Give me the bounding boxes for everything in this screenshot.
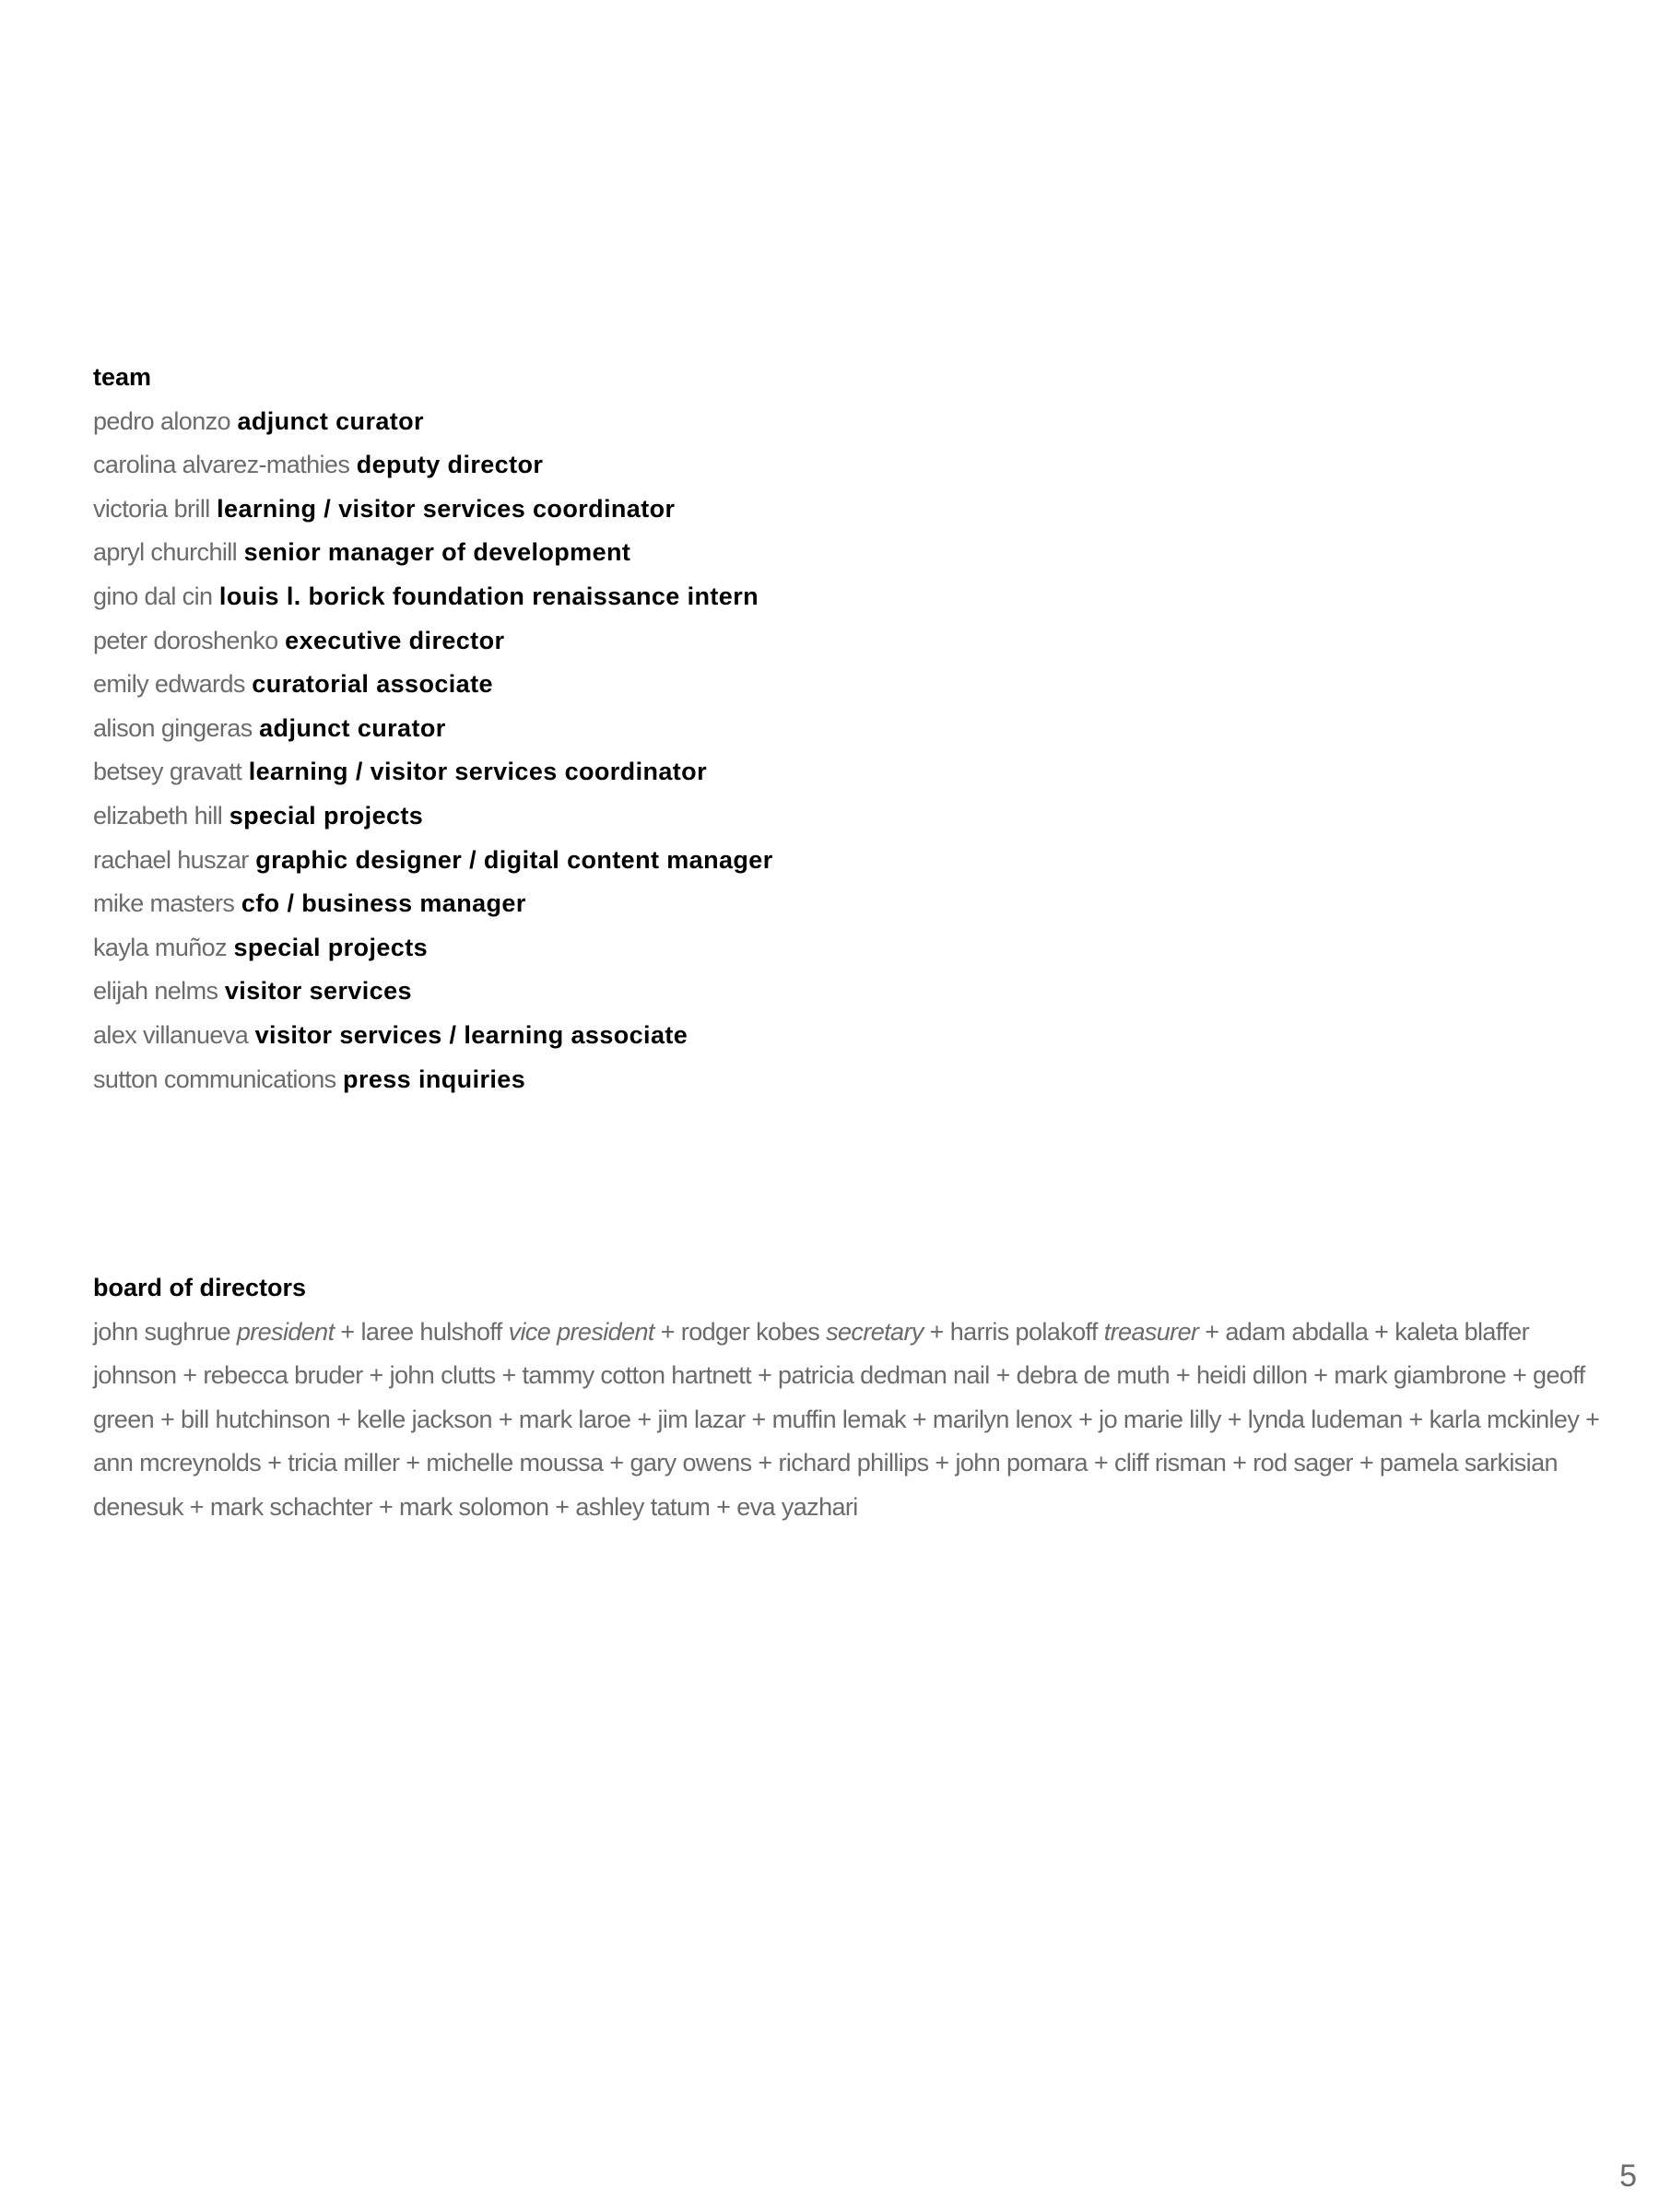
board-member-name: cliff risman [1113,1449,1227,1477]
board-member-name: tricia miller [288,1449,400,1477]
team-member-name: elijah nelms [93,977,218,1006]
team-member-row [93,926,1015,971]
team-member-role: special projects [233,933,428,961]
team-member-row [93,400,1015,444]
team-member-role: graphic designer / digital content manager [255,845,773,874]
team-member-row [93,750,1015,794]
team-member-name: apryl churchill [93,538,238,567]
team-member-row [93,619,1015,664]
board-heading: board of directors [93,1274,307,1301]
board-member-name: john clutts [389,1361,496,1390]
board-member-name: patricia dedman nail [778,1361,990,1390]
team-member-name: carolina alvarez-mathies [93,451,350,479]
board-member-name: ashley tatum [575,1492,711,1521]
board-member-name: pamela sarkisian denesuk [93,1449,1558,1521]
board-member-list: john sughrue president + laree hulshoff vice president + rodger kobes secretary + harris polakoff treasurer + adam abdalla + kaleta blaffer johnson + rebecca bruder + john clutts + tammy cotton hartnett + patricia dedman nail + debra de muth + heidi dillon + mark giambrone + geoff green + bill hutchinson + kelle jackson + mark laroe + jim lazar + muffin lemak + marilyn lenox + jo marie lilly + lynda ludeman + karla mckinley + ann mcreynolds + tricia miller + michelle moussa + gary owens + richard phillips + john pomara + cliff risman + rod sager + pamela sarkisian denesuk + mark schachter + mark solomon + ashley tatum + eva yazhari [93,1317,1600,1521]
team-member-role: special projects [229,801,424,830]
team-member-name: gino dal cin [93,582,213,610]
team-member-name: victoria brill [93,494,210,523]
team-list [93,400,1015,1102]
board-member-name: debra de muth [1016,1361,1170,1390]
board-officer-title: president [236,1317,335,1346]
team-member-name: alex villanueva [93,1020,249,1049]
team-member-row [93,1014,1015,1058]
board-member-name: rebecca bruder [203,1361,363,1390]
team-member-row [93,1058,1015,1102]
team-member-role: curatorial associate [252,670,493,699]
board-member-name: mark giambrone [1334,1361,1507,1390]
board-member-name: mark schachter [209,1492,373,1521]
board-member-name: michelle moussa [426,1449,604,1477]
team-member-name: emily edwards [93,670,245,699]
team-member-name: pedro alonzo [93,406,230,435]
team-member-row [93,575,1015,619]
board-member-name: heidi dillon [1195,1361,1308,1390]
team-member-name: kayla muñoz [93,933,227,961]
board-member-name: kaleta blaffer johnson [93,1317,1529,1390]
board-member-name: kelle jackson [357,1405,492,1433]
team-member-name: rachael huszar [93,845,249,874]
team-member-name: betsey gravatt [93,758,242,786]
board-member-name: lynda ludeman [1247,1405,1403,1433]
board-member-name: muffin lemak [771,1405,906,1433]
board-member-name: karla mckinley [1429,1405,1580,1433]
team-member-name: sutton communications [93,1065,336,1093]
board-member-name: ann mcreynolds [93,1449,262,1477]
team-member-role: visitor services / learning associate [254,1020,688,1049]
team-member-role: louis l. borick foundation renaissance intern [218,582,759,610]
board-member-name: richard phillips [778,1449,929,1477]
board-officer-name: rodger kobes [680,1317,820,1346]
board-member-name: eva yazhari [736,1492,858,1521]
team-member-role: press inquiries [343,1065,526,1093]
board-member-name: gary owens [629,1449,752,1477]
team-member-row [93,970,1015,1014]
team-member-row [93,839,1015,883]
team-member-name: alison gingeras [93,713,253,742]
team-member-role: deputy director [356,451,544,479]
board-member-name: adam abdalla [1225,1317,1369,1346]
board-member-name: jim lazar [657,1405,746,1433]
team-member-name: elizabeth hill [93,801,223,830]
team-member-role: adjunct curator [237,406,424,435]
board-officer-name: harris polakoff [949,1317,1098,1346]
team-member-row [93,794,1015,839]
board-section [93,1266,1605,1530]
team-section [93,356,1015,1101]
team-heading: team [93,363,152,391]
board-member-name: tammy cotton hartnett [522,1361,752,1390]
page-number: 5 [1619,2159,1637,2194]
board-member-name: rod sager [1253,1449,1353,1477]
team-member-role: learning / visitor services coordinator [217,494,676,523]
board-member-name: geoff green [93,1361,1585,1433]
board-officer-title: vice president [508,1317,654,1346]
board-member-name: mark laroe [518,1405,631,1433]
board-officer-title: treasurer [1103,1317,1199,1346]
team-member-role: executive director [285,626,505,654]
team-member-row [93,488,1015,532]
team-member-row [93,443,1015,488]
team-member-role: senior manager of development [243,538,631,567]
team-member-row [93,882,1015,926]
board-officer-name: john sughrue [93,1317,230,1346]
board-member-name: marilyn lenox [932,1405,1073,1433]
board-member-name: bill hutchinson [181,1405,331,1433]
team-member-role: adjunct curator [259,713,446,742]
team-member-row [93,663,1015,707]
team-member-role: learning / visitor services coordinator [248,758,707,786]
board-member-name: jo marie lilly [1099,1405,1221,1433]
board-member-name: john pomara [955,1449,1088,1477]
team-member-row [93,531,1015,575]
board-officer-title: secretary [826,1317,924,1346]
team-member-role: cfo / business manager [241,889,526,918]
team-member-name: peter doroshenko [93,626,278,654]
board-officer-name: laree hulshoff [360,1317,502,1346]
board-member-name: mark solomon [399,1492,549,1521]
team-member-row [93,707,1015,751]
team-member-name: mike masters [93,889,235,918]
team-member-role: visitor services [224,977,412,1006]
